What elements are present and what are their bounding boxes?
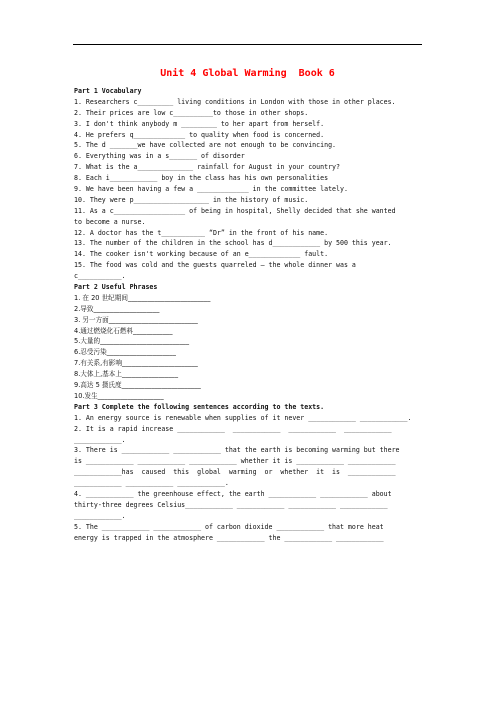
phrase-item: 9.高达 5 摄氏度________________________ (74, 381, 201, 390)
phrase-item: 1. 在 20 世纪期间_________________________ (74, 293, 211, 302)
phrase-item: 3. 另一方面___________________________ (74, 315, 198, 324)
phrase-item: 10.发生____________________ (74, 391, 164, 400)
sentence-item: 4. ____________ the greenhouse effect, the earth ____________ ____________ about (74, 489, 392, 498)
vocab-item: 3. I don't think anybody m _________ to her apart from herself. (74, 119, 325, 128)
vocab-item: 14. The cooker isn't working because of an e_____________ fault. (74, 250, 329, 259)
vocab-item: 5. The d _______we have collected are not enough to be convincing. (74, 141, 337, 150)
vocab-item: to become a nurse. (74, 217, 146, 226)
vocab-item: 4. He prefers q_____________ to quality when food is concerned. (74, 130, 325, 139)
vocab-item: 1. Researchers c_________ living conditions in London with those in other places. (74, 97, 396, 106)
vocab-item: c___________. (74, 272, 126, 281)
vocab-item: 6. Everything was in a s_______ of disorder (74, 152, 245, 161)
sentence-item: 1. An energy source is renewable when supplies of it never ____________ ____________. (74, 413, 412, 422)
sentence-item: thirty-three degrees Celsius____________ ____________ ____________ ____________ (74, 500, 388, 509)
vocab-item: 12. A doctor has the t___________ “Dr” in the front of his name. (74, 228, 329, 237)
document-body (74, 86, 424, 543)
header-rule (73, 44, 422, 45)
vocab-item: 11. As a c__________________ of being in hospital, Shelly decided that she wanted (74, 206, 396, 215)
sentence-item: ____________has caused this global warming or whether it is ____________ (74, 468, 396, 477)
vocab-item: 8. Each i____________ boy in the class has his own personalities (74, 174, 329, 183)
part2-heading: Part 2 Useful Phrases (74, 283, 158, 292)
page-title: Unit 4 Global Warming Book 6 (160, 68, 335, 79)
vocab-item: 10. They were p___________________ in the history of music. (74, 195, 309, 204)
vocab-item: 7. What is the a______________ rainfall for August in your country? (74, 163, 340, 172)
sentence-item: 3. There is ____________ ____________ that the earth is becoming warming but there (74, 446, 400, 455)
phrase-item: 7.有关系,有影响_______________________ (74, 359, 198, 368)
sentence-item: ____________. (74, 511, 126, 520)
phrase-item: 8.大体上,基本上_________________ (74, 370, 178, 379)
phrase-item: 4.通过燃烧化石燃料____________ (74, 326, 173, 335)
phrase-item: 2.导致____________________ (74, 304, 160, 313)
sentence-item: is ____________ ____________ ____________ whether it is ____________ ____________ (74, 457, 396, 466)
sentence-item: 2. It is a rapid increase ____________ ____________ ____________ ____________ (74, 424, 392, 433)
sentence-item: ____________ ____________ ____________. (74, 479, 229, 488)
sentence-item: ____________. (74, 435, 126, 444)
part1-heading: Part 1 Vocabulary (74, 87, 142, 95)
sentence-item: energy is trapped in the atmosphere ____________ the ____________ ____________ (74, 533, 384, 542)
vocab-item: 2. Their prices are low c__________to those in other shops. (74, 108, 309, 117)
sentence-item: 5. The ____________ ____________ of carbon dioxide ____________ that more heat (74, 522, 384, 531)
vocab-item: 13. The number of the children in the school has d____________ by 500 this year. (74, 239, 392, 248)
phrase-item: 6.忍受污染_____________________ (74, 348, 176, 357)
vocab-item: 9. We have been having a few a _____________ in the committee lately. (74, 185, 348, 194)
phrase-item: 5.大量的___________________________ (74, 337, 190, 346)
part3-heading: Part 3 Complete the following sentences according to the texts. (74, 402, 325, 411)
vocab-item: 15. The food was cold and the guests quarreled — the whole dinner was a (74, 261, 356, 270)
